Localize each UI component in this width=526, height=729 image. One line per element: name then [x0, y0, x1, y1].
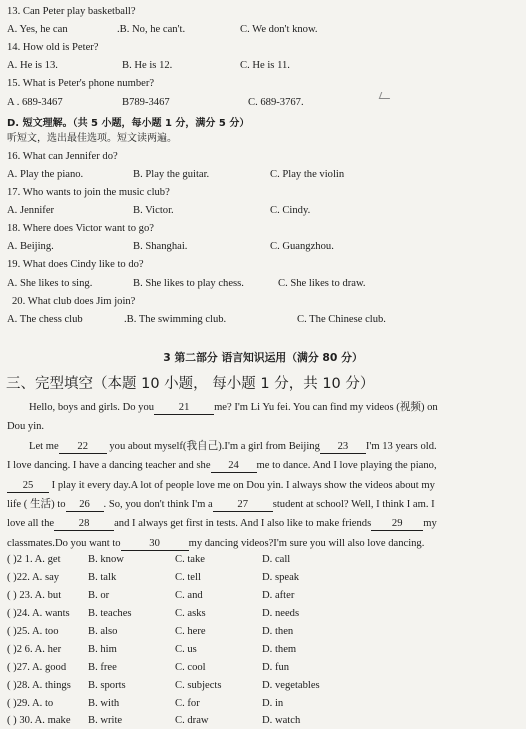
- cloze-q29-number: ( )29. A. to: [7, 698, 54, 709]
- cloze-q28-option-c: C. subjects: [175, 680, 222, 691]
- q13-option-c: C. We don't know.: [240, 24, 318, 35]
- cloze-q30-option-c: C. draw: [175, 715, 209, 726]
- pen-mark: [379, 92, 393, 99]
- cloze-q23-number: ( ) 23. A. but: [7, 590, 62, 601]
- cloze-q24-number: ( )24. A. wants: [7, 608, 70, 619]
- q15-option-b: B789-3467: [122, 97, 170, 108]
- cloze-q28-option-b: B. sports: [88, 680, 126, 691]
- cloze-q29-option-b: B. with: [88, 698, 120, 709]
- passage-line-6: life ( 生活) to 26 . So, you don't think I'm a 27 student at school? Well, I think I am. I: [7, 499, 435, 511]
- blank-24: 24: [211, 460, 257, 473]
- cloze-section-title: 三、完型填空（本题 10 小题， 每小题 1 分，共 10 分）: [6, 376, 375, 392]
- blank-27: 27: [213, 499, 273, 512]
- cloze-q30-option-b: B. write: [88, 715, 123, 726]
- q18-option-b: B. Shanghai.: [133, 241, 188, 252]
- q17-option-a: A. Jennifer: [7, 205, 55, 216]
- passage-line-7: love all the 28 and I always get first in tests. And I also like to make friends 29 my: [7, 518, 437, 530]
- q20-option-c: C. The Chinese club.: [297, 314, 386, 325]
- passage-line-2: Dou yin.: [7, 421, 45, 433]
- cloze-q21-option-c: C. take: [175, 554, 206, 565]
- cloze-q27-option-c: C. cool: [175, 662, 206, 673]
- cloze-q26-option-c: C. us: [175, 644, 197, 655]
- q19-option-b: B. She likes to play chess.: [133, 278, 244, 289]
- q19-option-a: A. She likes to sing.: [7, 278, 93, 289]
- cloze-passage: [7, 398, 517, 553]
- question-13: 13. Can Peter play basketball?: [7, 6, 136, 17]
- q17-option-b: B. Victor.: [133, 205, 174, 216]
- cloze-q30-number: ( ) 30. A. make: [7, 715, 71, 726]
- blank-28: 28: [54, 518, 114, 531]
- section-d-title: D. 短文理解。（共 5 小题，每小题 1 分，满分 5 分）: [7, 118, 250, 129]
- cloze-q21-option-d: D. call: [262, 554, 291, 565]
- cloze-q24-option-d: D. needs: [262, 608, 300, 619]
- cloze-q21-option-b: B. know: [88, 554, 124, 565]
- q13-option-b: .B. No, he can't.: [117, 24, 186, 35]
- question-16: 16. What can Jennifer do?: [7, 151, 118, 162]
- question-14: 14. How old is Peter?: [7, 42, 99, 53]
- blank-22: 22: [59, 441, 107, 454]
- blank-26: 26: [66, 499, 104, 512]
- cloze-q28-number: ( )28. A. things: [7, 680, 71, 691]
- cloze-q25-number: ( )25. A. too: [7, 626, 59, 637]
- cloze-q26-option-d: D. them: [262, 644, 297, 655]
- q16-option-a: A. Play the piano.: [7, 169, 84, 180]
- blank-29: 29: [371, 518, 423, 531]
- passage-line-8: classmates.Do you want to 30 my dancing videos?I'm sure you will also love dancing.: [7, 537, 425, 549]
- q20-option-b: .B. The swimming club.: [124, 314, 227, 325]
- question-20: 20. What club does Jim join?: [12, 296, 136, 307]
- question-15: 15. What is Peter's phone number?: [7, 78, 155, 89]
- cloze-q25-option-d: D. then: [262, 626, 294, 637]
- cloze-q21-number: ( )2 1. A. get: [7, 554, 61, 565]
- cloze-q27-option-d: D. fun: [262, 662, 290, 673]
- q14-option-b: B. He is 12.: [122, 60, 173, 71]
- cloze-q29-option-c: C. for: [175, 698, 200, 709]
- cloze-q23-option-d: D. after: [262, 590, 295, 601]
- passage-line-4: I love dancing. I have a dancing teacher and she 24 me to dance. And I love playing the piano,: [7, 460, 437, 472]
- passage-line-5: 25 I play it every day.A lot of people love me on Dou yin. I always show the videos about my: [7, 476, 517, 495]
- q14-option-c: C. He is 11.: [240, 60, 290, 71]
- blank-23: 23: [320, 441, 366, 454]
- cloze-q24-option-c: C. asks: [175, 608, 206, 619]
- cloze-q22-number: ( )22. A. say: [7, 572, 60, 583]
- cloze-q22-option-d: D. speak: [262, 572, 300, 583]
- question-17: 17. Who wants to join the music club?: [7, 187, 170, 198]
- q18-option-a: A. Beijing.: [7, 241, 54, 252]
- cloze-q25-option-c: C. here: [175, 626, 206, 637]
- passage-line-3: Let me 22 you about myself(我自己).I'm a girl from Beijing 23 I'm 13 years old.: [29, 440, 437, 452]
- cloze-q28-option-d: D. vegetables: [262, 680, 320, 691]
- q14-option-a: A. He is 13.: [7, 60, 58, 71]
- blank-30: 30: [121, 538, 189, 551]
- blank-25: 25: [7, 480, 49, 493]
- cloze-q27-number: ( )27. A. good: [7, 662, 67, 673]
- cloze-q22-option-c: C. tell: [175, 572, 201, 583]
- q18-option-c: C. Guangzhou.: [270, 241, 334, 252]
- q15-option-a: A . 689-3467: [7, 97, 63, 108]
- cloze-q26-number: ( )2 6. A. her: [7, 644, 62, 655]
- cloze-q23-option-c: C. and: [175, 590, 203, 601]
- section-d-instruction: 听短文，选出最佳选项。短文读两遍。: [7, 133, 177, 144]
- part-two-title: 3 第二部分 语言知识运用（满分 80 分）: [163, 351, 363, 364]
- q19-option-c: C. She likes to draw.: [278, 278, 366, 289]
- blank-21: 21: [154, 402, 214, 415]
- cloze-q27-option-b: B. free: [88, 662, 117, 673]
- passage-line-1: Hello, boys and girls. Do you 21 me? I'm Li Yu fei. You can find my videos (视频) on: [29, 402, 438, 413]
- q15-option-c: C. 689-3767.: [248, 97, 304, 108]
- cloze-q30-option-d: D. watch: [262, 715, 301, 726]
- question-19: 19. What does Cindy like to do?: [7, 259, 144, 270]
- q16-option-b: B. Play the guitar.: [133, 169, 210, 180]
- cloze-q25-option-b: B. also: [88, 626, 118, 637]
- cloze-q29-option-d: D. in: [262, 698, 284, 709]
- question-18: 18. Where does Victor want to go?: [7, 223, 154, 234]
- q20-option-a: A. The chess club: [7, 314, 83, 325]
- cloze-q22-option-b: B. talk: [88, 572, 117, 583]
- cloze-q26-option-b: B. him: [88, 644, 117, 655]
- q17-option-c: C. Cindy.: [270, 205, 311, 216]
- q16-option-c: C. Play the violin: [270, 169, 345, 180]
- cloze-q24-option-b: B. teaches: [88, 608, 132, 619]
- cloze-q23-option-b: B. or: [88, 590, 110, 601]
- q13-option-a: A. Yes, he can: [7, 24, 68, 35]
